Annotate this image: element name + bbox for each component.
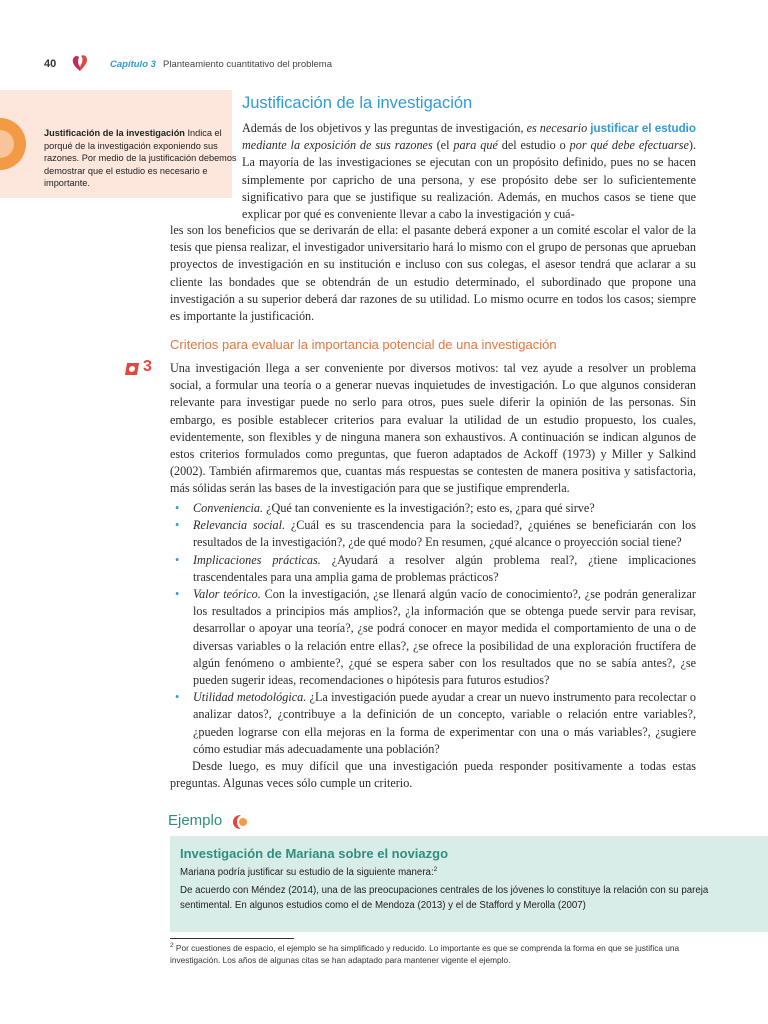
footnote-mark: 2 [170, 942, 174, 950]
p1-emphasis-1: es necesario [526, 121, 591, 135]
example-intro: Mariana podría justificar su estudio de la siguiente manera: [180, 867, 434, 878]
example-tab-label: Ejemplo [168, 812, 223, 829]
running-header [0, 58, 768, 74]
bullet: • [175, 552, 180, 567]
bullet: • [175, 587, 180, 602]
criteria-term: Relevancia social. [193, 518, 286, 533]
p1-text-a: Además de los objetivos y las preguntas de investigación, [242, 121, 527, 135]
criteria-term: Conveniencia. [193, 501, 264, 515]
list-item [175, 586, 696, 689]
footnote-ref: 2 [433, 865, 438, 873]
example-line-2: De acuerdo con Méndez (2014), una de las preocupaciones centrales de los jóvenes lo constituye la relación con su pareja sentimental. En algunos estudios como el de Mendoza (2013) y el de Stafford y Merolla (2007) [180, 885, 709, 911]
p1-emphasis-3: para qué [453, 138, 498, 153]
list-item [175, 500, 696, 517]
criteria-term: Utilidad metodológica. [193, 690, 307, 705]
bullet: • [175, 518, 180, 533]
paragraph-1 [242, 120, 696, 223]
paragraph-4: Desde luego, es muy difícil que una investigación pueda responder positivamente a todas estas preguntas. Algunas veces sólo cumple un criterio. [170, 759, 696, 791]
paragraph-3: Una investigación llega a ser conveniente por diversos motivos: tal vez ayude a resolver un problema social, a formular una teoría o a generar nuevas inquietudes de investigación. Lo que algunos consideran relevante para investigar puede no serlo para otros, pues suele diferir la opinión de las personas. Sin embargo, es posible establecer criterios para evaluar la utilidad de un estudio propuesto, los cuales, evidentemente, son flexibles y de ninguna manera son exhaustivos. A continuación se indican algunos de estos criterios formulados como preguntas, que fueron adaptados de Ackoff (1973) y Miller y Salkind (2002). También afirmaremos que, cuantas más respuestas se contesten de manera positiva y satisfactoria, más sólidas serán las bases de la investigación para que se justifique emprenderla. [170, 361, 696, 496]
margin-note-definition: Indica el porqué de la investigación exponiendo sus razones. Por medio de la justificación debemos demostrar que el estudio es necesario e importante. [44, 128, 237, 189]
paragraph-2: les son los beneficios que se derivarán de ella: el pasante deberá exponer a un comité escolar el valor de la tesis que piensa realizar, el investigador universitario hará lo mismo con el grupo de personas que aprueban proyectos de investigación en su institución e incluso con sus colegas, el asesor tendrá que aclarar a su cliente las bondades que se obtendrán de un estudio determinado, el subordinado que propone una investigación a su superior deberá dar razones de su utilidad. Lo mismo ocurre en todos los casos; siempre es importante la justificación. [170, 223, 696, 324]
criteria-text: ¿Cuál es su trascendencia para la sociedad?, ¿quiénes se beneficiarán con los resultados de la investigación?, ¿de qué modo? En resumen, ¿qué alcance o proyección social tiene? [193, 518, 697, 550]
p1-text-b: (el [432, 138, 454, 153]
criteria-text: Con la investigación, ¿se llenará algún vacío de conocimiento?, ¿se podrán generalizar los resultados a principios más amplios?, ¿la información que se obtenga puede servir para revisar, desarrollar o apoyar una teoría?, ¿se podrá conocer en mayor medida el comportamiento de una o de diversas variables o la relación entre ellas?, ¿se ofrece la posibilidad de una exploración fructífera de algún fenómeno o ambiente?, ¿qué se espera saber con los resultados que no se sabía antes?, ¿se pueden sugerir ideas, recomendaciones o hipótesis para futuros estudios? [193, 587, 696, 688]
footnote [170, 943, 698, 966]
criteria-text: ¿Qué tan conveniente es la investigación?; esto es, ¿para qué sirve? [263, 501, 595, 515]
marker-number: 3 [143, 358, 152, 375]
list-item [175, 552, 696, 586]
p1-highlight-term: justificar el estudio [590, 122, 696, 135]
section-title: Justificación de la investigación [242, 94, 473, 112]
margin-note-text [44, 127, 249, 190]
example-line-1 [180, 866, 760, 881]
example-tab-icon [232, 814, 248, 830]
criteria-text: ¿Ayudará a resolver algún problema real?, ¿tiene implicaciones trascendentales para una amplia gama de problemas prácticos? [193, 552, 696, 584]
example-title: Investigación de Mariana sobre el noviazgo [180, 846, 449, 861]
chapter-label: Capítulo 3 [110, 59, 156, 70]
margin-note [0, 90, 237, 198]
example-rule [232, 812, 768, 830]
p1-emphasis-2: mediante la exposición de sus razones [242, 138, 433, 153]
margin-note-term: Justificación de la investigación [44, 128, 185, 138]
p1-text-c: del estudio o [497, 138, 570, 153]
p1-emphasis-4: por qué debe efectuarse [569, 138, 689, 153]
bullet: • [175, 501, 180, 515]
subsection-title: Criterios para evaluar la importancia potencial de una investigación [170, 337, 557, 352]
criteria-marker-icon [125, 363, 139, 375]
footnote-text: Por cuestiones de espacio, el ejemplo se ha simplificado y reducido. Lo importante es que se comprenda la forma en que se justifica una investigación. Los años de algunas citas se han adaptado para mantener vigente el ejemplo. [170, 943, 680, 965]
list-item [175, 517, 696, 551]
criteria-term: Valor teórico. [193, 587, 261, 602]
example-box [170, 836, 768, 932]
criteria-text: ¿La investigación puede ayudar a crear un nuevo instrumento para recolectar o analizar datos?, ¿contribuye a la definición de un concepto, variable o relación entre variables?, ¿pueden lograrse con ella mejoras en la forma de experimentar con una o más variables?, ¿sugiere cómo estudiar más adecuadamente una población? [193, 690, 696, 756]
footnote-divider [170, 938, 294, 939]
chapter-title: Planteamiento cuantitativo del problema [163, 59, 332, 70]
p1-text-d: ). La mayoría de las investigaciones se ejecutan con un propósito definido, pues no se hacen simplemente por capricho de una persona, y ese propósito debe ser lo suficientemente significativo para que se justifique su realización. Además, en muchos casos se tiene que explicar por qué es conveniente llevar a cabo la investigación y cuá- [242, 138, 697, 222]
criteria-list [175, 500, 696, 758]
list-item [175, 689, 696, 758]
criteria-marker [126, 358, 162, 377]
bullet: • [175, 690, 180, 705]
heart-logo-icon [72, 54, 88, 72]
target-circle-icon [0, 118, 26, 170]
criteria-term: Implicaciones prácticas. [193, 552, 321, 567]
page-number: 40 [44, 58, 57, 70]
